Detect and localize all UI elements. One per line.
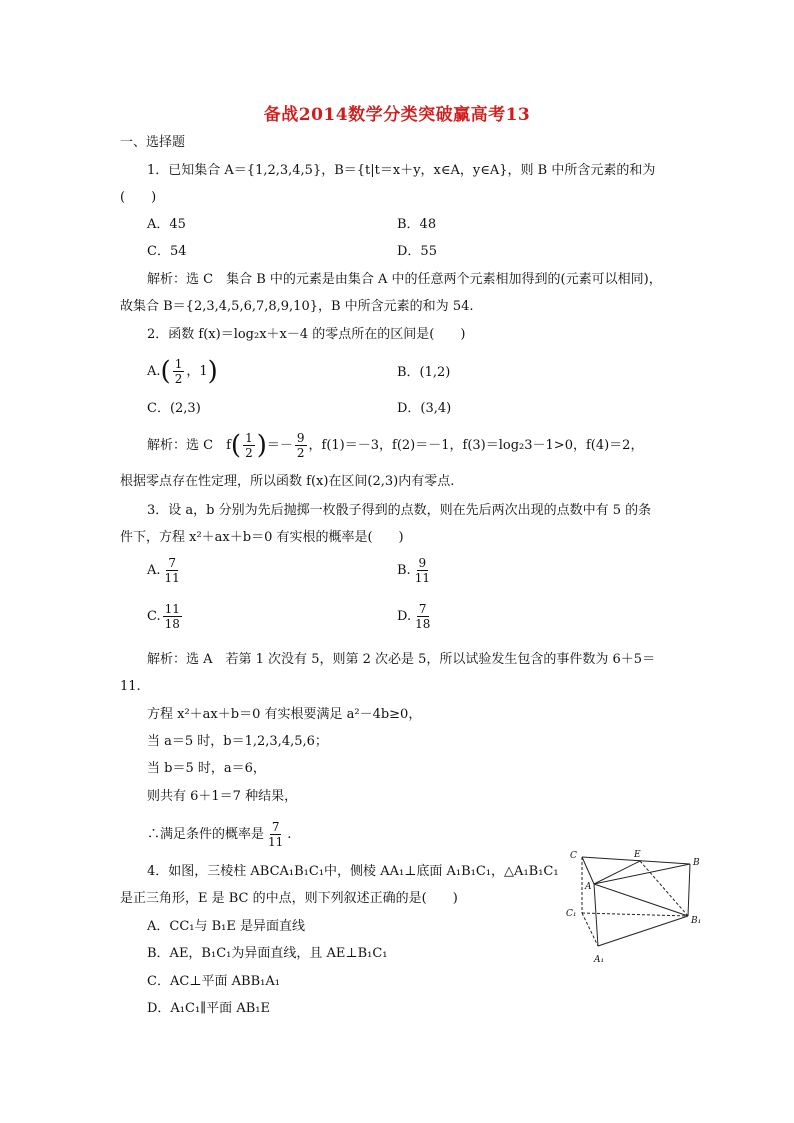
fraction — [413, 556, 432, 585]
question-4-option-c: C．AC⊥平面 ABB₁A₁ — [147, 974, 280, 989]
fraction-denominator: 11 — [164, 571, 180, 585]
right-paren: ) — [207, 356, 218, 387]
vertex-label-e: E — [634, 850, 641, 860]
fraction — [295, 431, 307, 460]
option-prefix: C. — [147, 609, 161, 624]
left-paren: ( — [160, 356, 171, 387]
fraction — [173, 357, 185, 386]
edge-c1b1-dashed — [582, 913, 688, 916]
question-3-option-a — [147, 556, 184, 585]
fraction — [413, 602, 432, 631]
question-1-option-d: D．55 — [397, 244, 437, 259]
fraction-denominator: 18 — [415, 617, 431, 631]
question-2-stem: 2．函数 f(x)＝log₂x＋x－4 的零点所在的区间是( ) — [147, 327, 466, 342]
edge-aa1 — [594, 884, 598, 946]
page-title: 备战2014数学分类突破赢高考13 — [263, 105, 531, 125]
question-2-option-a — [147, 357, 218, 386]
option-prefix: B. — [397, 563, 411, 578]
question-3-solution-line-1: 解析：选 A 若第 1 次没有 5，则第 2 次必是 5，所以试验发生包含的事件数为 6＋5＝ — [147, 652, 656, 667]
fraction — [243, 431, 255, 460]
prism-diagram — [560, 848, 720, 968]
question-4-option-b: B．AE，B₁C₁为异面直线，且 AE⊥B₁C₁ — [147, 946, 388, 961]
fraction — [163, 602, 182, 631]
solution-prefix: ∴满足条件的概率是 — [147, 827, 265, 842]
question-1-stem: 1．已知集合 A＝{1,2,3,4,5}，B＝{t|t＝x＋y，x∈A，y∈A}，则 B 中所含元素的和为 — [147, 163, 656, 178]
option-prefix: A. — [147, 563, 161, 578]
fraction-denominator: 2 — [174, 372, 183, 386]
question-3-solution-line-4: 当 a＝5 时，b＝1,2,3,4,5,6； — [147, 734, 328, 749]
fraction-numerator: 11 — [164, 602, 180, 616]
option-a-prefix: A. — [147, 364, 161, 379]
question-1-option-a: A．45 — [147, 217, 186, 232]
question-3-solution-line-7 — [147, 820, 291, 849]
question-3-solution-line-6: 则共有 6＋1＝7 种结果， — [147, 789, 298, 804]
question-1-option-b: B．48 — [397, 217, 437, 232]
question-3-solution-line-2: 11. — [120, 679, 141, 694]
edge-bb1 — [688, 864, 690, 916]
fraction — [163, 556, 182, 585]
question-2-option-c: C．(2,3) — [147, 401, 201, 416]
fraction-numerator: 7 — [418, 602, 427, 616]
fraction-numerator: 9 — [296, 431, 305, 445]
question-4-stem-line-2: 是正三角形，E 是 BC 的中点，则下列叙述正确的是( ) — [120, 891, 458, 906]
question-1-option-c: C．54 — [147, 244, 187, 259]
question-2-solution-line-1 — [147, 431, 643, 460]
fraction-numerator: 1 — [174, 357, 183, 371]
question-3-option-c — [147, 602, 184, 631]
fraction — [266, 820, 285, 849]
vertex-label-b: B — [693, 858, 700, 868]
fraction-numerator: 1 — [245, 431, 253, 445]
question-1-answer-blank: ( ) — [120, 190, 157, 205]
vertex-label-c: C — [570, 851, 577, 861]
question-4-option-d: D．A₁C₁∥平面 AB₁E — [147, 1001, 270, 1016]
question-1-solution-line-2: 故集合 B＝{2,3,4,5,6,7,8,9,10}，B 中所含元素的和为 54. — [120, 299, 474, 314]
fraction-denominator: 2 — [296, 446, 305, 460]
vertex-label-a1: A₁ — [594, 955, 605, 965]
question-1-solution-line-1: 解析：选 C 集合 B 中的元素是由集合 A 中的任意两个元素相加得到的(元素可以相同)， — [147, 272, 662, 287]
solution-suffix: . — [287, 827, 292, 842]
question-3-option-b — [397, 556, 434, 585]
option-a-suffix: ，1 — [186, 364, 208, 379]
question-3-stem-line-2: 件下，方程 x²＋ax＋b＝0 有实根的概率是( ) — [120, 530, 404, 545]
vertex-label-a: A — [585, 882, 592, 892]
fraction-denominator: 18 — [164, 617, 180, 631]
question-3-option-d — [397, 602, 434, 631]
fraction-numerator: 9 — [418, 556, 427, 570]
question-2-solution-line-2: 根据零点存在性定理，所以函数 f(x)在区间(2,3)内有零点. — [120, 474, 455, 489]
edge-ae — [594, 861, 640, 884]
right-paren: ) — [256, 430, 267, 461]
solution-mid: ＝－ — [266, 438, 293, 453]
edge-ab — [594, 864, 690, 884]
fraction-denominator: 2 — [245, 446, 253, 460]
solution-suffix: ，f(1)＝－3，f(2)＝－1，f(3)＝log₂3－1>0，f(4)＝2， — [308, 438, 644, 453]
question-4-stem-line-1: 4．如图，三棱柱 ABCA₁B₁C₁中，侧棱 AA₁⊥底面 A₁B₁C₁，△A₁B₁C₁ — [147, 864, 559, 879]
section-heading: 一、选择题 — [120, 135, 186, 150]
edge-c1a1-dashed — [582, 913, 598, 946]
question-3-solution-line-5: 当 b＝5 时，a＝6， — [147, 761, 266, 776]
question-3-solution-line-3: 方程 x²＋ax＋b＝0 有实根要满足 a²－4b≥0， — [147, 707, 422, 722]
question-2-option-b: B．(1,2) — [397, 365, 451, 380]
edge-ca — [582, 857, 594, 884]
option-prefix: D. — [397, 609, 412, 624]
fraction-denominator: 11 — [414, 571, 430, 585]
fraction-denominator: 11 — [268, 835, 284, 849]
left-paren: ( — [230, 430, 242, 461]
vertex-label-b1: B₁ — [691, 916, 702, 926]
question-3-stem-line-1: 3．设 a，b 分别为先后抛掷一枚骰子得到的点数，则在先后两次出现的点数中有 5 的条 — [147, 503, 652, 518]
question-2-option-d: D．(3,4) — [397, 401, 452, 416]
solution-prefix: 解析：选 C f — [147, 438, 231, 453]
fraction-numerator: 7 — [271, 820, 280, 834]
edge-a1b1 — [598, 916, 688, 946]
question-4-option-a: A．CC₁与 B₁E 是异面直线 — [147, 919, 306, 934]
vertex-label-c1: C₁ — [566, 909, 577, 919]
fraction-numerator: 7 — [168, 556, 176, 570]
